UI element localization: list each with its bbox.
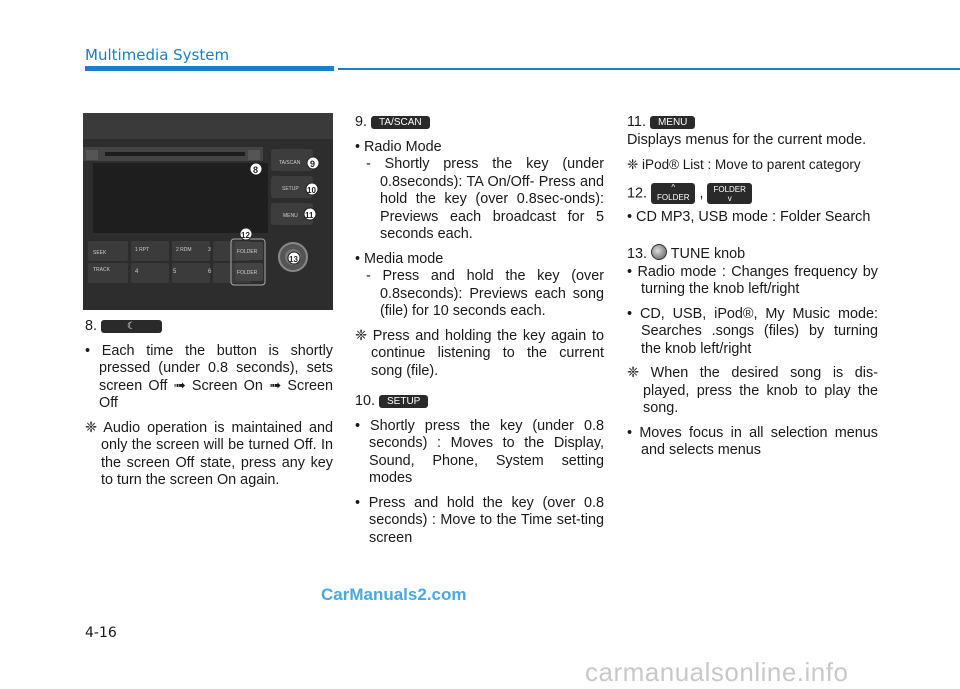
radio-label-folder-down: FOLDER: [237, 270, 258, 276]
svg-text:8: 8: [253, 165, 259, 175]
radio-label-tascan: TA/SCAN: [279, 160, 301, 166]
menu-key-badge: MENU: [650, 116, 695, 129]
callout-9: [307, 157, 319, 169]
item-9-note: ❈ Press and holding the key again to continue listening to the current song (file).: [355, 327, 604, 379]
item-13-heading: 13. TUNE knob: [627, 246, 746, 262]
item-13-bullet-3: • Moves focus in all selection menus and selects menus: [627, 425, 878, 460]
callout-11: [304, 208, 316, 220]
radio-label-setup: SETUP: [282, 186, 299, 192]
radio-head-unit-image: [83, 113, 333, 310]
watermark-carmanualsonline: carmanualsonline.info: [585, 657, 849, 687]
radio-label-2rdm: 2 RDM: [176, 247, 192, 253]
item-10-bullet-hold: • Press and hold the key (over 0.8 seconds) : Move to the Time set-ting screen: [355, 495, 604, 548]
media-mode-label: • Media mode: [355, 250, 444, 267]
column-2: [355, 114, 604, 547]
radio-label-1rpt: 1 RPT: [135, 247, 150, 253]
radio-label-folder-up: FOLDER: [237, 249, 258, 255]
tascan-key-badge: TA/SCAN: [371, 116, 430, 129]
item-13-bullet-1: • Radio mode : Changes frequency by turning the knob left/right: [627, 264, 878, 299]
callout-8: [250, 163, 262, 175]
callout-10: [306, 183, 318, 195]
item-11-text: Displays menus for the current mode.: [627, 131, 867, 148]
column-3: [627, 114, 878, 460]
column-1: [85, 318, 333, 490]
item-8-note: ❈ Audio operation is maintained and only the screen will be turned Off. In the screen Off state, press any key to turn the screen On again.: [85, 419, 333, 488]
folder-down-key-badge: FOLDER v: [707, 183, 751, 204]
item-12-bullet: • CD MP3, USB mode : Folder Search: [627, 209, 878, 227]
item-9-heading: 9. TA/SCAN: [355, 114, 604, 132]
radio-label-menu: MENU: [283, 213, 298, 219]
radio-mode-text: - Shortly press the key (under 0.8seconds): TA On/Off- Press and hold the key (over 0.8sec-onds): Previews each broadcast for 5 seconds each.: [366, 156, 604, 242]
section-title: Multimedia System: [85, 46, 230, 64]
item-13-note: ❈ When the desired song is dis-played, press the knob to play the song.: [627, 365, 878, 416]
callout-12: [240, 228, 252, 240]
chevron-up-icon: ^: [671, 182, 676, 192]
setup-key-badge: SETUP: [379, 395, 428, 408]
item-8-heading: 8. ☾: [85, 318, 333, 336]
svg-text:12: 12: [241, 231, 250, 240]
item-10-bullet-short: • Shortly press the key (under 0.8 seconds) : Moves to the Display, Sound, Phone, System setting modes: [355, 418, 604, 488]
radio-illustration: [83, 113, 333, 310]
chevron-down-icon: v: [727, 193, 732, 203]
radio-label-4: 4: [135, 269, 139, 275]
item-11-heading: 11. MENU: [627, 114, 878, 132]
svg-text:11: 11: [305, 211, 314, 220]
radio-label-track: TRACK: [93, 267, 110, 273]
radio-label-5: 5: [173, 269, 177, 275]
svg-text:9: 9: [310, 159, 316, 169]
svg-text:10: 10: [307, 186, 316, 195]
watermark-carmanuals: CarManuals2.com: [321, 585, 467, 604]
header-rule: [338, 68, 960, 70]
item-8-bullet: • Each time the button is shortly pressed (under 0.8 seconds), sets screen Off ➟ Screen On ➟ Screen Off: [85, 343, 333, 413]
item-12-heading: 12. ^ FOLDER , FOLDER v: [627, 183, 878, 204]
moon-icon: ☾: [101, 320, 162, 333]
tune-knob-icon: [651, 244, 667, 260]
folder-up-key-badge: ^ FOLDER: [651, 183, 695, 204]
svg-text:13: 13: [289, 255, 298, 264]
radio-label-3: 3: [208, 247, 211, 253]
page-number: 4-16: [85, 625, 117, 641]
item-10-heading: 10. SETUP: [355, 393, 604, 411]
radio-label-seek: SEEK: [93, 250, 107, 256]
media-mode-text: - Press and hold the key (over 0.8seconds): Previews each song (file) for 10 seconds each.: [366, 268, 604, 319]
radio-mode-label: • Radio Mode: [355, 138, 442, 155]
item-11-note: ❈ iPod® List : Move to parent category: [627, 157, 861, 172]
item-13-bullet-2: • CD, USB, iPod®, My Music mode: Searches .songs (files) by turning the knob left/right: [627, 306, 878, 359]
header-rule-accent: [85, 66, 334, 71]
radio-label-6: 6: [208, 269, 212, 275]
callout-13: [288, 252, 300, 264]
